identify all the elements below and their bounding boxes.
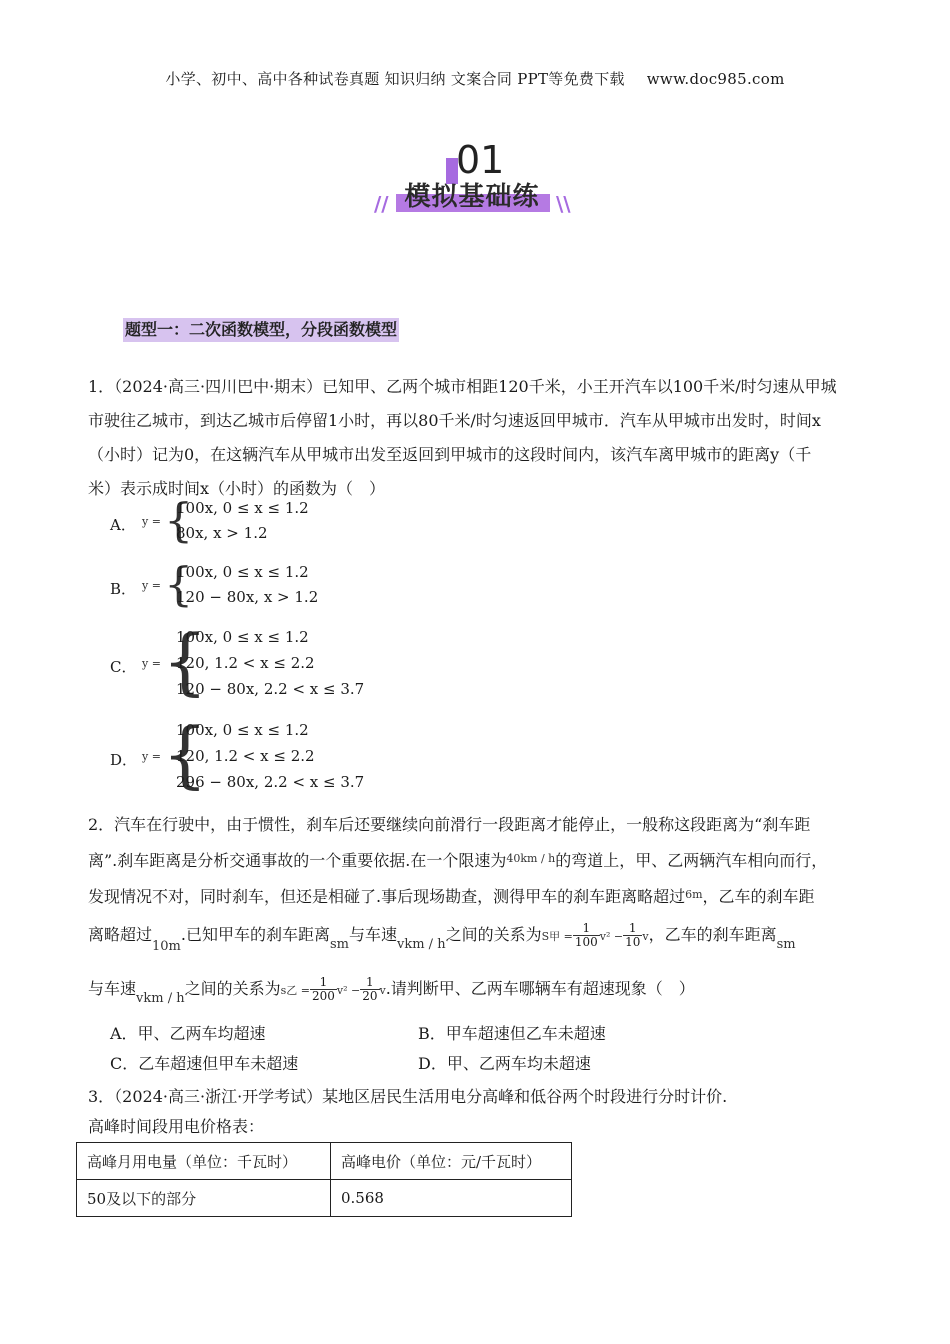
q2-line-5 xyxy=(88,966,868,1012)
q2-line-4 xyxy=(88,912,868,958)
q2-text: 发现情况不对，同时刹车，但还是相碰了.事后现场勘查，测得甲车的刹车距离略超过 xyxy=(88,887,686,906)
section-number: 01 xyxy=(456,138,505,182)
q2-text: 之间的关系为 xyxy=(184,979,281,998)
option-label: B． xyxy=(110,580,137,598)
formula-b xyxy=(280,975,386,1003)
table-header-row xyxy=(77,1143,572,1180)
q1-line-1: 1．（2024·高三·四川巴中·期末）已知甲、乙两个城市相距120千米，小王开汽车以100千米/时匀速从甲城 xyxy=(88,377,837,396)
q2-line-2 xyxy=(88,842,868,878)
formula-mid: v² − xyxy=(336,984,361,997)
numerator: 1 xyxy=(310,976,337,990)
fraction xyxy=(573,922,600,949)
header-url[interactable]: www.doc985.com xyxy=(646,70,785,88)
option-lhs: y = xyxy=(142,657,161,670)
q3-line-2: 高峰时间段用电价格表： xyxy=(88,1117,265,1136)
fraction xyxy=(623,922,642,949)
q1-line-3: （小时）记为0，在这辆汽车从甲城市出发至返回到甲城市的这段时间内，该汽车离甲城市的距离y（千 xyxy=(88,445,812,464)
q2-text: ，乙车的刹车距离 xyxy=(648,925,777,944)
q2-text: 离”.刹车距离是分析交通事故的一个重要依据.在一个限速为 xyxy=(88,851,507,870)
case-2: 120 − 80x, x > 1.2 xyxy=(176,588,319,606)
denominator: 100 xyxy=(574,935,598,949)
case-1: 100x, 0 ≤ x ≤ 1.2 xyxy=(176,563,309,581)
header-text: 小学、初中、高中各种试卷真题 知识归纳 文案合同 PPT等免费下载 xyxy=(165,70,625,88)
formula-lhs: S甲 = xyxy=(541,930,573,943)
table-header-cell: 高峰电价（单位：元/千瓦时） xyxy=(331,1143,572,1180)
q1-line-2: 市驶往乙城市，到达乙城市后停留1小时，再以80千米/时匀速返回甲城市．汽车从甲城市出发时，时间x xyxy=(88,411,821,430)
table-cell: 50及以下的部分 xyxy=(77,1180,331,1217)
q2-text: .已知甲车的刹车距离 xyxy=(180,925,330,944)
q2-line-1: 2．汽车在行驶中，由于惯性，刹车后还要继续向前滑行一段距离才能停止，一般称这段距离为“刹车距 xyxy=(88,815,811,834)
numerator: 1 xyxy=(623,922,642,936)
brace-icon: { xyxy=(162,619,208,703)
q2-text: ，乙车的刹车距 xyxy=(702,887,815,906)
option-lhs: y = xyxy=(142,750,161,763)
table-row xyxy=(77,1180,572,1217)
q2-text: 的弯道上，甲、乙两辆汽车相向而行， xyxy=(555,851,828,870)
case-2: 120, 1.2 < x ≤ 2.2 xyxy=(176,654,315,672)
distance-a-value: 6m xyxy=(685,888,703,901)
formula-mid: v² − xyxy=(599,930,624,943)
section-title: 模拟基础练 xyxy=(404,182,540,212)
fraction xyxy=(360,976,379,1003)
formula-lhs: s乙 = xyxy=(280,984,310,997)
q2-text: 之间的关系为 xyxy=(445,925,542,944)
option-label: D． xyxy=(110,751,138,769)
denominator: 10 xyxy=(625,935,641,949)
q2-option-b[interactable]: B．甲车超速但乙车未超速 xyxy=(418,1024,606,1043)
q2-line-3 xyxy=(88,878,868,914)
q1-option-c[interactable] xyxy=(110,619,410,703)
case-3: 120 − 80x, 2.2 < x ≤ 3.7 xyxy=(176,680,365,698)
option-label: C． xyxy=(110,658,137,676)
q2-text: 与车速 xyxy=(88,979,137,998)
slash-left-decoration: // xyxy=(374,192,389,216)
unit-s: sm xyxy=(776,937,796,952)
peak-price-table xyxy=(76,1142,572,1217)
case-1: 100x, 0 ≤ x ≤ 1.2 xyxy=(176,628,309,646)
unit-v: vkm / h xyxy=(136,991,185,1006)
q1-option-d[interactable] xyxy=(110,712,410,796)
table-cell: 0.568 xyxy=(331,1180,572,1217)
fraction xyxy=(310,976,337,1003)
case-3: 296 − 80x, 2.2 < x ≤ 3.7 xyxy=(176,773,365,791)
unit-s: sm xyxy=(329,937,349,952)
q2-option-d[interactable]: D．甲、乙两车均未超速 xyxy=(418,1054,591,1073)
q2-text: .请判断甲、乙两车哪辆车有超速现象（ ） xyxy=(385,979,695,998)
denominator: 200 xyxy=(311,989,335,1003)
unit-v: vkm / h xyxy=(397,937,446,952)
q1-option-a[interactable] xyxy=(110,493,410,548)
case-2: 80x, x > 1.2 xyxy=(176,524,268,542)
q2-text: 与车速 xyxy=(348,925,397,944)
q1-stem xyxy=(88,370,868,506)
table-header-cell: 高峰月用电量（单位：千瓦时） xyxy=(77,1143,331,1180)
numerator: 1 xyxy=(360,976,379,990)
brace-icon: { xyxy=(164,557,194,611)
page-header xyxy=(0,68,950,89)
slash-right-decoration: \\ xyxy=(556,192,571,216)
question-type-tag: 题型一：二次函数模型，分段函数模型 xyxy=(123,318,399,342)
option-lhs: y = xyxy=(142,515,161,528)
option-label: A． xyxy=(110,516,136,534)
distance-b-value: 10m xyxy=(152,939,181,954)
brace-icon: { xyxy=(164,493,194,547)
q3-stem xyxy=(88,1082,868,1142)
option-lhs: y = xyxy=(142,579,161,592)
case-1: 100x, 0 ≤ x ≤ 1.2 xyxy=(176,499,309,517)
speed-limit-value: 40km / h xyxy=(506,852,556,865)
brace-icon: { xyxy=(162,712,208,796)
q2-stem xyxy=(88,808,868,914)
q2-text: 离略超过 xyxy=(88,925,153,944)
q2-option-c[interactable]: C．乙车超速但甲车未超速 xyxy=(110,1054,299,1073)
numerator: 1 xyxy=(573,922,600,936)
q1-option-b[interactable] xyxy=(110,557,410,612)
q1-line-4: 米）表示成时间x（小时）的函数为（ ） xyxy=(88,479,386,498)
case-2: 120, 1.2 < x ≤ 2.2 xyxy=(176,747,315,765)
q3-line-1: 3．（2024·高三·浙江·开学考试）某地区居民生活用电分高峰和低谷两个时段进行分时计价. xyxy=(88,1087,728,1106)
formula-end: v xyxy=(642,930,649,943)
denominator: 20 xyxy=(362,989,378,1003)
case-1: 100x, 0 ≤ x ≤ 1.2 xyxy=(176,721,309,739)
formula-end: v xyxy=(379,984,386,997)
q2-option-a[interactable]: A．甲、乙两车均超速 xyxy=(110,1024,266,1043)
formula-a xyxy=(541,921,649,949)
